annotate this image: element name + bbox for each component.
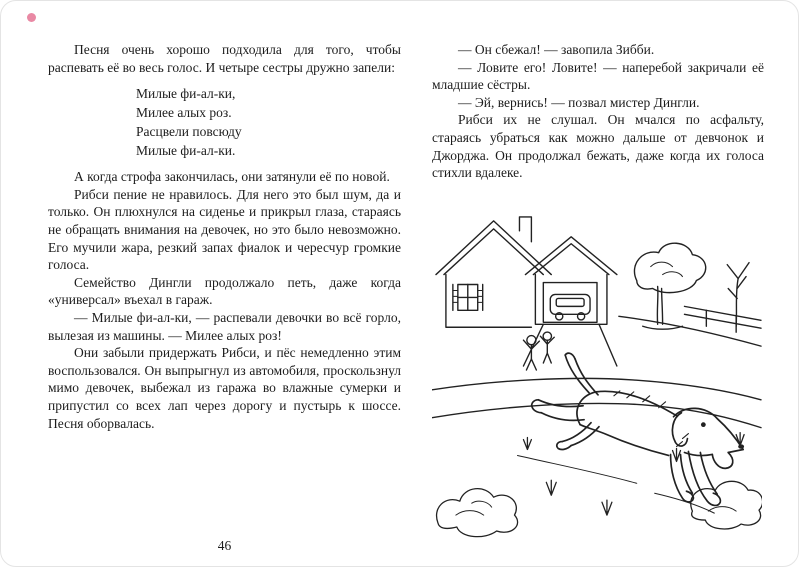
- paragraph: — Эй, вернись! — позвал мистер Дингли.: [458, 94, 700, 110]
- verse-line: Милые фи-ал-ки.: [136, 143, 236, 159]
- paragraph: Рибси пение не нравилось. Для него это был шум, да и только. Он плюхнулся на сиденье и прикрыл глаза, стараясь не обращать внимания на девочек, но это было невозможно. Его мучили жара, резкий запах фиалок и чересчур громкие голоса.: [48, 186, 401, 273]
- dog-running-illustration: [432, 194, 762, 542]
- paragraph: — Он сбежал! — завопила Зибби.: [458, 42, 655, 57]
- children-drawing: [523, 332, 554, 370]
- wall-fence-drawing: [684, 306, 761, 332]
- paragraph: Они забыли придержать Рибси, и пёс немедленно этим воспользовался. Он выпрыгнул из автомобиля, проскользнул мимо девочек, выбежал из гаража во влажные сумерки и припустил со всех лап через дорогу и пустырь к шоссе. Песня оборвалась.: [48, 345, 401, 431]
- paragraph: Песня очень хорошо подходила для того, чтобы распевать её во весь голос. И четыре сестры дружно запели:: [48, 42, 401, 75]
- bushes-grass-drawing: [437, 432, 762, 536]
- verse-block: [136, 84, 401, 160]
- paragraph: Семейство Дингли продолжало петь, даже когда «универсал» въехал в гараж.: [48, 274, 401, 308]
- dog-drawing: [532, 353, 744, 505]
- paragraph: А когда строфа закончилась, они затянули её по новой.: [74, 169, 390, 185]
- verse-line: Расцвели повсюду: [136, 124, 242, 140]
- verse-line: Милые фи-ал-ки,: [136, 86, 236, 102]
- paragraph: — Милые фи-ал-ки, — распевали девочки во всё горло, вылезая из машины. — Милее алых роз!: [48, 309, 401, 343]
- right-page-text: [432, 41, 764, 182]
- verse-line: Милее алых роз.: [136, 105, 232, 121]
- paragraph: Рибси их не слушал. Он мчался по асфальту, стараясь убраться как можно дальше от девчонок и Джорджа. Он продолжал бежать, даже когда их голоса стихли вдалеке.: [432, 112, 764, 181]
- page-number: 46: [217, 538, 232, 553]
- left-page-text: [48, 41, 401, 432]
- corner-dot: [27, 13, 36, 22]
- left-page: [48, 41, 401, 432]
- horizon-and-road: [432, 316, 761, 427]
- right-page: [432, 41, 764, 542]
- paragraph: — Ловите его! Ловите! — наперебой закричали её младшие сёстры.: [432, 59, 764, 93]
